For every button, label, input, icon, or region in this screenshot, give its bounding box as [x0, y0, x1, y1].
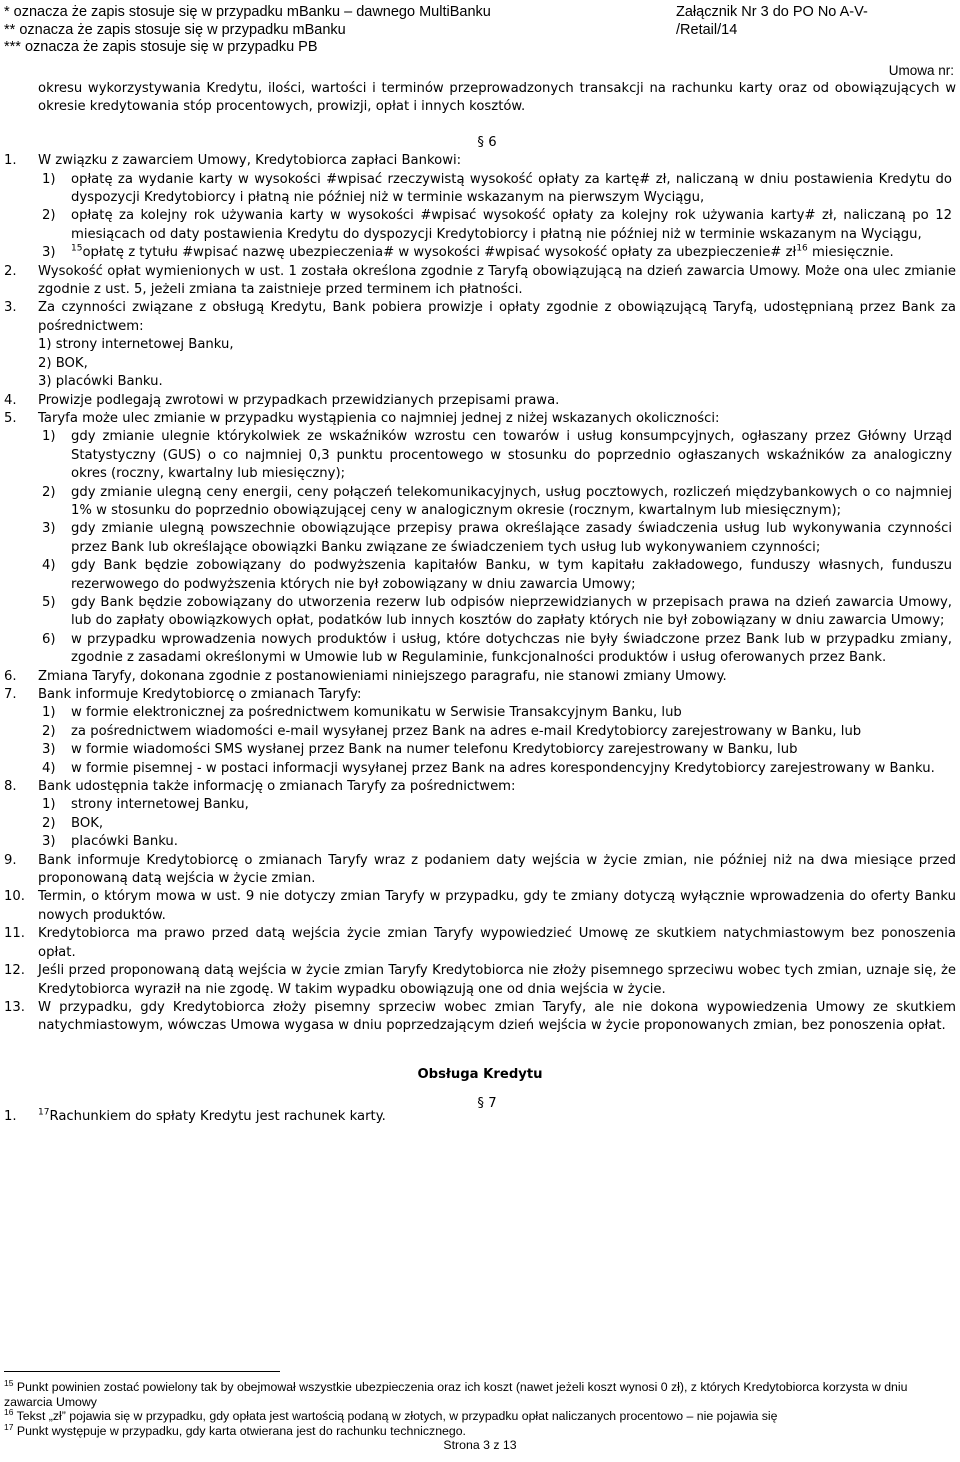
sub-item-number: 6): [42, 631, 56, 647]
sub-item-text: w przypadku wprowadzenia nowych produktów i usług, które dotychczas nie były świadczone przez Bank lub w przypadku zmiany, zgodnie z zasadami określonymi w Umowie lub w Regulaminie, funkcjonalności produktów i usług oferowanych przez Bank.: [71, 631, 952, 666]
sub-item-text: opłatę za wydanie karty w wysokości #wpisać rzeczywistą wysokość opłaty za kartę# zł, naliczaną w dniu postawienia Kredytu do dyspozycji Kredytobiorcy i płatną nie później niż w terminie wskazanym na pierwszym Wyciągu,: [71, 171, 952, 206]
item-text: W przypadku, gdy Kredytobiorca złoży pisemny sprzeciw wobec zmian Taryfy, ale nie dokona wypowiedzenia Umowy ze skutkiem natychmiastowym, wówczas Umowa wygasa w dniu poprzedzającym dzień wejścia w życie proponowanych zmian, bez ponoszenia opłat.: [38, 999, 956, 1034]
sub-item-number: 3): [42, 521, 56, 537]
sub-item: [38, 796, 956, 814]
sub-item-text: placówki Banku.: [71, 834, 178, 850]
item-number: 11.: [4, 926, 25, 942]
sub-item-number: 1): [42, 705, 56, 721]
sub-item-number: 5): [42, 594, 56, 610]
item-text: W związku z zawarciem Umowy, Kredytobiorca zapłaci Bankowi:: [38, 153, 462, 169]
footnote-ref: 17: [38, 1107, 50, 1118]
sub-item-number: 2): [42, 208, 56, 224]
header-note: ** oznacza że zapis stosuje się w przypadku mBanku: [4, 21, 346, 38]
sub-item-text: gdy zmianie ulegną powszechnie obowiązujące przepisy prawa określające zasady świadczenia usług lub wykonywania czynności przez Bank lub określające obowiązki Banku związane ze świadczeniem tych usług lub wykonywaniem czynności;: [71, 521, 952, 555]
intro-paragraph: okresu wykorzystywania Kredytu, ilości, wartości i terminów przeprowadzonych transakcji na rachunku karty oraz od obowiązujących w okresie kredytowania stóp procentowych, prowizji, opłat i innych kosztów.: [38, 81, 956, 115]
sub-item-text: opłatę za kolejny rok używania karty w wysokości #wpisać wysokość opłaty za kolejny rok używania karty# zł, naliczaną po 12 miesiącach od daty postawienia Kredytu do dyspozycji Kredytobiorcy i płatną nie później niż w terminie wskazanym na Wyciągu,: [71, 208, 952, 242]
sub-item: [38, 244, 956, 262]
item-text: Bank udostępnia także informację o zmianach Taryfy za pośrednictwem:: [38, 779, 516, 795]
list-item: [0, 152, 960, 262]
section-7-heading: § 7: [477, 1096, 497, 1112]
sub-item-number: 4): [42, 558, 56, 574]
item-number: 1.: [4, 1108, 17, 1124]
list-item: [0, 263, 960, 300]
item-text: Jeśli przed proponowaną datą wejścia w życie zmian Taryfy Kredytobiorca nie złoży pisemnego sprzeciwu wobec tych zmian, uznaje się, że Kredytobiorca wyraził na nie zgodę. W takim wypadku obowiązują one od dnia wejścia w życie.: [38, 963, 956, 997]
footnote: $^{16}$ Tekst „zł” pojawia się w przypadku, gdy opłata jest wartością podaną w złotych, w przypadku opłat naliczanych procentowo – nie pojawia się: [4, 1407, 778, 1424]
sub-item: [38, 631, 956, 668]
sub-item-number: 2): [42, 484, 56, 500]
sub-item: [38, 833, 956, 851]
document-body: [0, 80, 960, 1126]
item-number: 9.: [4, 852, 17, 868]
chapter-heading: Obsługa Kredytu: [417, 1066, 543, 1082]
list-item: [0, 962, 960, 999]
sub-item-number: 3): [42, 834, 56, 850]
list-item: [0, 299, 960, 391]
sub-item-number: 1): [42, 429, 56, 445]
footnote-ref: 15: [71, 243, 83, 254]
sub-item-text: miesięcznie.: [807, 245, 894, 261]
list-item: [0, 1108, 960, 1126]
sub-item: [38, 704, 956, 722]
list-item: [0, 925, 960, 962]
sub-item-text: gdy Bank będzie zobowiązany do utworzenia rezerw lub odpisów nieprzewidzianych w przepisach prawa na dzień zawarcia Umowy, lub do zapłaty obowiązkowych opłat, podatków lub innych kosztów do zapłaty których nie był zobowiązany w dniu zawarcia Umowy;: [71, 594, 952, 629]
sub-item-text: gdy Bank będzie zobowiązany do podwyższenia kapitałów Banku, w tym kapitału zakładowego, funduszy własnych, funduszu rezerwowego do podwyższenia których nie był zobowiązany w dniu zawarcia Umowy;: [71, 558, 952, 592]
sub-item-number: 4): [42, 760, 56, 776]
section-6-heading: § 6: [477, 134, 497, 150]
sub-item: [38, 557, 956, 594]
sub-item: 1) strony internetowej Banku,: [38, 337, 234, 353]
item-text: Za czynności związane z obsługą Kredytu, Bank pobiera prowizje i opłaty zgodnie z obowiązującą Taryfą, udostępnianą przez Bank za pośrednictwem:: [38, 300, 956, 334]
sub-item: 2) BOK,: [38, 355, 88, 371]
sub-item: [38, 520, 956, 557]
sub-item-text: BOK,: [71, 815, 104, 831]
item-number: 2.: [4, 263, 17, 279]
header-notes: [4, 4, 491, 57]
sub-item-text: gdy zmianie ulegną ceny energii, ceny połączeń telekomunikacyjnych, usług pocztowych, rozliczeń międzybankowych o co najmniej 1% w stosunku do poprzednio obowiązującej ceny w analogicznym okresie (rocznym, kwartalnym lub miesięcznym);: [71, 484, 952, 518]
sub-item: [38, 741, 956, 759]
section-6-list: [0, 152, 960, 1036]
item-number: 13.: [4, 999, 25, 1015]
footnote: $^{17}$ Punkt występuje w przypadku, gdy karta otwierana jest do rachunku technicznego.: [4, 1421, 466, 1438]
footnote: $^{15}$ Punkt powinien zostać powielony tak by obejmował wszystkie ubezpieczenia oraz ich koszt (nawet jeżeli koszt wynosi 0 zł), z których Kredytobiorca korzysta w dniu zawarcia Umowy: [4, 1377, 908, 1409]
contract-number-label: Umowa nr:: [888, 63, 954, 78]
item-text: Taryfa może ulec zmianie w przypadku wystąpienia co najmniej jednej z niżej wskazanych okoliczności:: [38, 410, 720, 426]
item-number: 3.: [4, 300, 17, 316]
sub-item: [38, 207, 956, 244]
item-text: Prowizje podlegają zwrotowi w przypadkach przewidzianych przepisami prawa.: [38, 392, 560, 408]
sub-item: [38, 484, 956, 521]
sub-item-text: gdy zmianie ulegnie którykolwiek ze wskaźników wzrostu cen towarów i usług konsumpcyjnych, ogłaszany przez Główny Urząd Statystyczny (GUS) o co najmniej 0,3 punktu procentowego w stosunku do poprzednio ogłaszanych wskaźników za analogiczny okres (roczny, kwartalny lub miesięczny);: [71, 429, 952, 482]
list-item: [0, 888, 960, 925]
sub-item: [38, 760, 956, 778]
header-note: * oznacza że zapis stosuje się w przypadku mBanku – dawnego MultiBanku: [4, 4, 491, 20]
attachment-left: Załącznik Nr 3 do PO No A-V-: [676, 4, 868, 20]
sub-item-text: strony internetowej Banku,: [71, 797, 249, 813]
list-item: [0, 999, 960, 1036]
item-text: Rachunkiem do spłaty Kredytu jest rachunek karty.: [49, 1108, 386, 1124]
list-item: [0, 410, 960, 668]
sub-item-text: w formie elektronicznej za pośrednictwem komunikatu w Serwisie Transakcyjnym Banku, lub: [71, 705, 682, 721]
sub-item: [38, 428, 956, 483]
sub-item-text: opłatę z tytułu #wpisać nazwę ubezpieczenia# w wysokości #wpisać wysokość opłaty za ubezpieczenie# zł: [82, 245, 797, 261]
sub-item-number: 1): [42, 171, 56, 187]
item-text: Termin, o którym mowa w ust. 9 nie dotyczy zmian Taryfy w przypadku, gdy te zmiany dotyczą wyłącznie wprowadzenia do oferty Banku nowych produktów.: [38, 889, 956, 923]
item-text: Zmiana Taryfy, dokonana zgodnie z postanowieniami niniejszego paragrafu, nie stanowi zmiany Umowy.: [38, 668, 727, 684]
item-number: 10.: [4, 889, 25, 905]
attachment-reference: [676, 4, 956, 39]
sub-item-text: za pośrednictwem wiadomości e-mail wysyłanej przez Bank na adres e-mail Kredytobiorcy zarejestrowany w Banku, lub: [71, 723, 862, 739]
item-number: 12.: [4, 963, 25, 979]
sub-item-text: w formie wiadomości SMS wysłanej przez Bank na numer telefonu Kredytobiorcy zarejestrowany w Banku, lub: [71, 742, 798, 758]
page-number: Strona 3 z 13: [443, 1438, 517, 1453]
item-text: Kredytobiorca ma prawo przed datą wejścia życie zmian Taryfy wypowiedzieć Umowę ze skutkiem natychmiastowym bez ponoszenia opłat.: [38, 926, 956, 960]
sub-item: [38, 594, 956, 631]
attachment-right: /Retail/14: [676, 21, 738, 38]
item-number: 1.: [4, 153, 17, 169]
sub-item-text: w formie pisemnej - w postaci informacji wysyłanej przez Bank na adres korespondencyjny Kredytobiorcy zarejestrowany w Banku.: [71, 760, 935, 776]
list-item: [0, 778, 960, 852]
sub-item-number: 1): [42, 797, 56, 813]
item-number: 6.: [4, 668, 17, 684]
list-item: [0, 852, 960, 889]
footnote-ref: 16: [796, 243, 808, 254]
item-text: Bank informuje Kredytobiorcę o zmianach Taryfy wraz z podaniem daty wejścia w życie zmian, nie później niż na dwa miesiące przed proponowaną datą wejścia w życie zmian.: [38, 852, 956, 887]
item-number: 5.: [4, 410, 17, 426]
sub-item-number: 2): [42, 815, 56, 831]
sub-item-number: 2): [42, 723, 56, 739]
sub-item-number: 3): [42, 742, 56, 758]
sub-item-number: 3): [42, 245, 56, 261]
item-number: 4.: [4, 392, 17, 408]
sub-item: [38, 171, 956, 208]
item-text: Wysokość opłat wymienionych w ust. 1 została określona zgodnie z Taryfą obowiązującą na dzień zawarcia Umowy. Może ona ulec zmianie zgodnie z ust. 5, jeżeli zmiana ta zaistnieje przed terminem ich płatności.: [38, 263, 956, 298]
sub-item: [38, 815, 956, 833]
item-number: 7.: [4, 687, 17, 702]
list-item: [0, 668, 960, 686]
list-item: [0, 686, 960, 778]
footnote-divider: [4, 1371, 280, 1372]
sub-item: [38, 723, 956, 741]
item-text: Bank informuje Kredytobiorcę o zmianach Taryfy:: [38, 687, 362, 702]
item-number: 8.: [4, 779, 17, 795]
footnotes: [4, 1377, 956, 1453]
header-note: *** oznacza że zapis stosuje się w przypadku PB: [4, 39, 318, 55]
sub-item: 3) placówki Banku.: [38, 374, 163, 390]
list-item: [0, 392, 960, 410]
